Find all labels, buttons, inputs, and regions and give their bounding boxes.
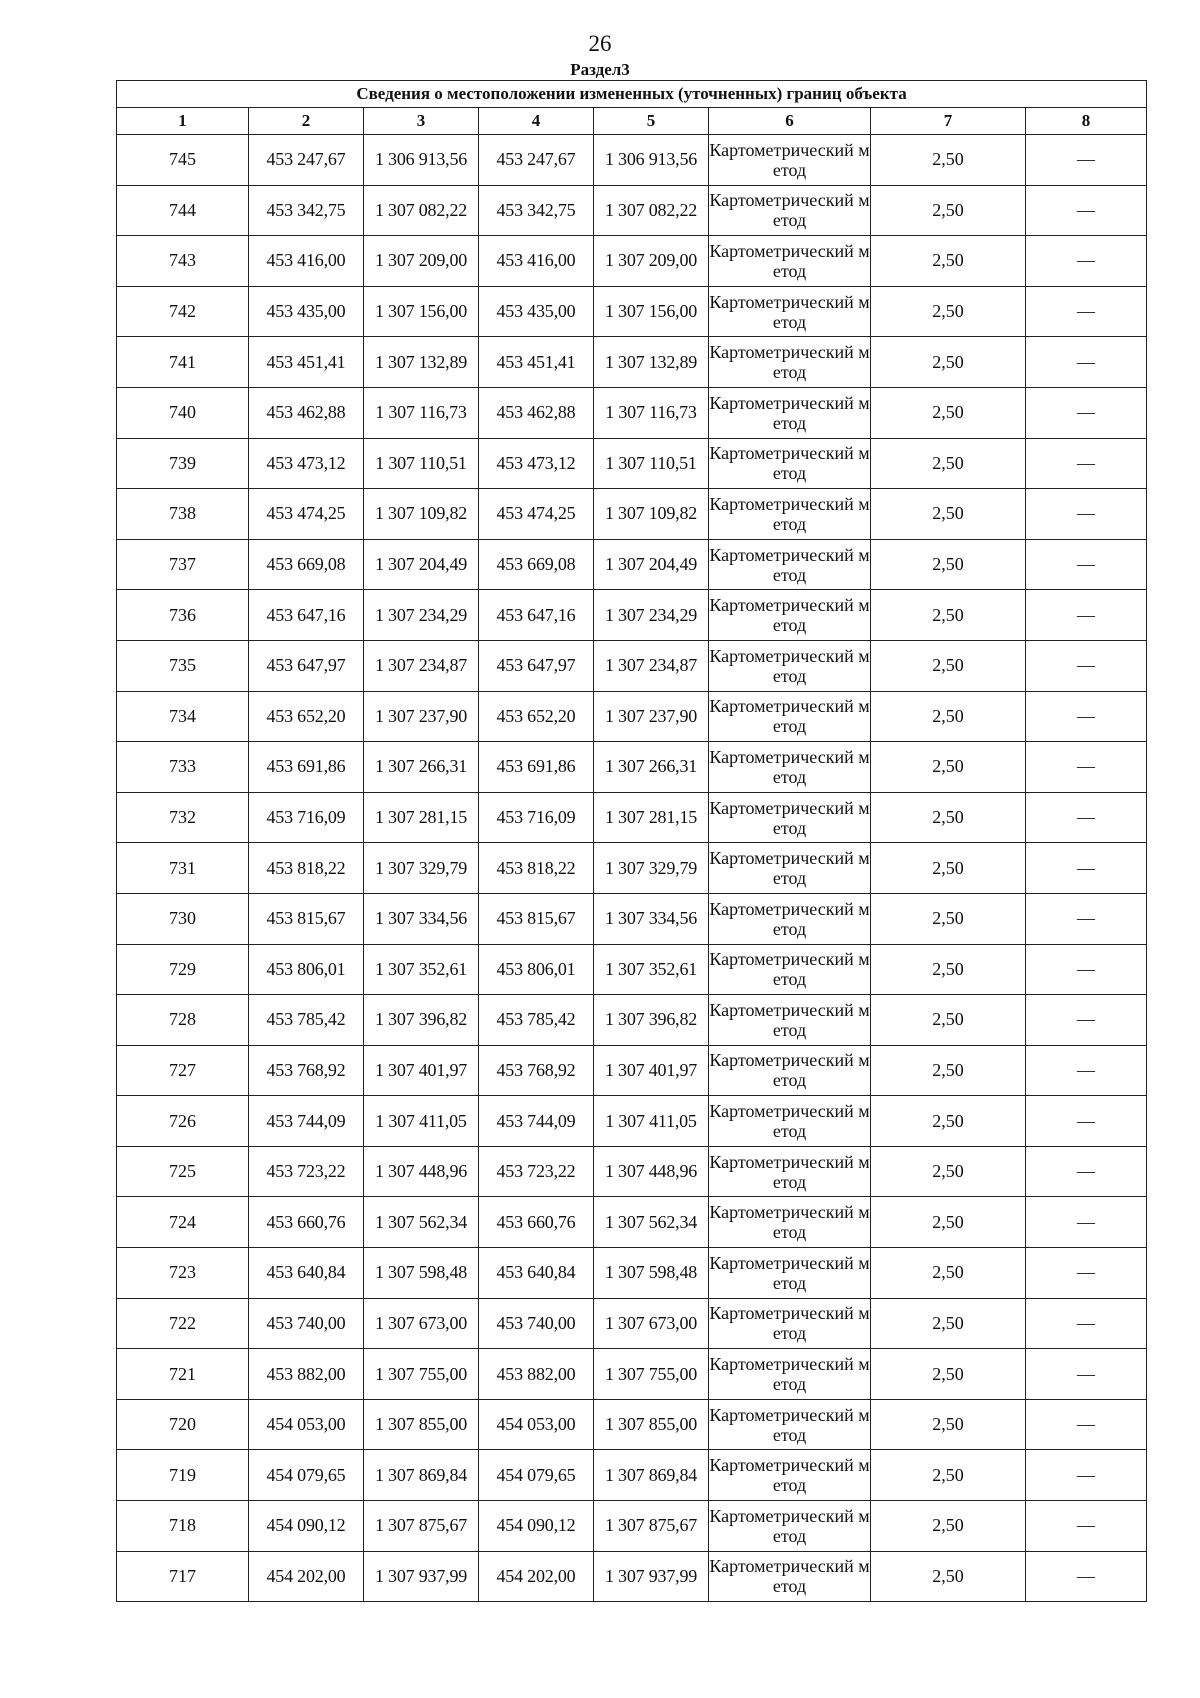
cell-new-y: 1 307 209,00 <box>594 236 709 287</box>
cell-method: Картометрический метод <box>709 1146 871 1197</box>
table-row <box>117 1450 1147 1501</box>
cell-point-number: 727 <box>117 1045 249 1096</box>
cell-point-number: 739 <box>117 438 249 489</box>
cell-point-number: 736 <box>117 590 249 641</box>
cell-description: — <box>1026 843 1147 894</box>
cell-description: — <box>1026 995 1147 1046</box>
table-row <box>117 944 1147 995</box>
cell-accuracy: 2,50 <box>871 1399 1026 1450</box>
cell-old-y: 1 307 237,90 <box>364 691 479 742</box>
cell-new-x: 453 647,16 <box>479 590 594 641</box>
cell-new-y: 1 307 673,00 <box>594 1298 709 1349</box>
cell-description: — <box>1026 1450 1147 1501</box>
cell-method: Картометрический метод <box>709 286 871 337</box>
cell-point-number: 720 <box>117 1399 249 1450</box>
cell-old-y: 1 307 673,00 <box>364 1298 479 1349</box>
cell-old-x: 453 416,00 <box>249 236 364 287</box>
cell-accuracy: 2,50 <box>871 286 1026 337</box>
cell-old-y: 1 307 234,87 <box>364 640 479 691</box>
cell-old-y: 1 307 875,67 <box>364 1501 479 1552</box>
cell-accuracy: 2,50 <box>871 640 1026 691</box>
cell-new-x: 453 451,41 <box>479 337 594 388</box>
cell-description: — <box>1026 1501 1147 1552</box>
column-number-5: 5 <box>594 108 709 135</box>
cell-new-x: 453 691,86 <box>479 742 594 793</box>
cell-new-x: 453 416,00 <box>479 236 594 287</box>
cell-new-x: 454 079,65 <box>479 1450 594 1501</box>
cell-description: — <box>1026 1146 1147 1197</box>
cell-point-number: 733 <box>117 742 249 793</box>
cell-new-x: 453 716,09 <box>479 792 594 843</box>
cell-new-y: 1 307 082,22 <box>594 185 709 236</box>
table-row <box>117 489 1147 540</box>
cell-accuracy: 2,50 <box>871 944 1026 995</box>
cell-description: — <box>1026 590 1147 641</box>
cell-new-y: 1 307 448,96 <box>594 1146 709 1197</box>
cell-accuracy: 2,50 <box>871 1298 1026 1349</box>
table-row <box>117 742 1147 793</box>
cell-accuracy: 2,50 <box>871 1349 1026 1400</box>
table-row <box>117 691 1147 742</box>
column-number-row <box>117 108 1147 135</box>
table-row <box>117 438 1147 489</box>
table-row <box>117 590 1147 641</box>
table-row <box>117 539 1147 590</box>
cell-point-number: 728 <box>117 995 249 1046</box>
cell-point-number: 742 <box>117 286 249 337</box>
page-number: 26 <box>588 31 612 56</box>
table-row <box>117 1096 1147 1147</box>
cell-new-y: 1 307 755,00 <box>594 1349 709 1400</box>
cell-point-number: 718 <box>117 1501 249 1552</box>
cell-description: — <box>1026 1248 1147 1299</box>
cell-point-number: 717 <box>117 1551 249 1602</box>
cell-point-number: 724 <box>117 1197 249 1248</box>
cell-old-y: 1 307 204,49 <box>364 539 479 590</box>
cell-old-y: 1 307 281,15 <box>364 792 479 843</box>
cell-new-y: 1 307 156,00 <box>594 286 709 337</box>
table-row <box>117 1501 1147 1552</box>
table-row <box>117 640 1147 691</box>
cell-accuracy: 2,50 <box>871 792 1026 843</box>
cell-new-y: 1 306 913,56 <box>594 135 709 186</box>
cell-method: Картометрический метод <box>709 185 871 236</box>
cell-old-x: 453 647,97 <box>249 640 364 691</box>
cell-new-x: 453 768,92 <box>479 1045 594 1096</box>
table-row <box>117 1146 1147 1197</box>
cell-point-number: 732 <box>117 792 249 843</box>
table-row <box>117 1197 1147 1248</box>
column-number-1: 1 <box>117 108 249 135</box>
cell-new-x: 453 669,08 <box>479 539 594 590</box>
cell-method: Картометрический метод <box>709 1045 871 1096</box>
cell-new-x: 453 647,97 <box>479 640 594 691</box>
cell-method: Картометрический метод <box>709 539 871 590</box>
cell-old-x: 454 079,65 <box>249 1450 364 1501</box>
cell-old-x: 453 462,88 <box>249 387 364 438</box>
cell-old-y: 1 307 266,31 <box>364 742 479 793</box>
table-title: Сведения о местоположении измененных (уточненных) границ объекта <box>117 81 1147 108</box>
cell-new-x: 453 462,88 <box>479 387 594 438</box>
cell-method: Картометрический метод <box>709 1399 871 1450</box>
cell-accuracy: 2,50 <box>871 1450 1026 1501</box>
cell-point-number: 743 <box>117 236 249 287</box>
cell-old-y: 1 307 352,61 <box>364 944 479 995</box>
cell-new-x: 453 818,22 <box>479 843 594 894</box>
cell-point-number: 741 <box>117 337 249 388</box>
cell-new-y: 1 307 598,48 <box>594 1248 709 1299</box>
table-row <box>117 1298 1147 1349</box>
table-row <box>117 236 1147 287</box>
cell-method: Картометрический метод <box>709 1501 871 1552</box>
cell-method: Картометрический метод <box>709 590 871 641</box>
cell-point-number: 730 <box>117 893 249 944</box>
cell-old-x: 453 806,01 <box>249 944 364 995</box>
cell-point-number: 737 <box>117 539 249 590</box>
cell-old-y: 1 307 334,56 <box>364 893 479 944</box>
cell-new-y: 1 307 116,73 <box>594 387 709 438</box>
cell-new-y: 1 307 869,84 <box>594 1450 709 1501</box>
cell-point-number: 729 <box>117 944 249 995</box>
cell-point-number: 719 <box>117 1450 249 1501</box>
cell-old-y: 1 307 116,73 <box>364 387 479 438</box>
cell-old-x: 453 785,42 <box>249 995 364 1046</box>
cell-method: Картометрический метод <box>709 1248 871 1299</box>
cell-point-number: 731 <box>117 843 249 894</box>
cell-old-y: 1 307 156,00 <box>364 286 479 337</box>
section-label: Раздел3 <box>570 60 630 79</box>
cell-new-x: 453 815,67 <box>479 893 594 944</box>
cell-point-number: 738 <box>117 489 249 540</box>
cell-old-y: 1 307 755,00 <box>364 1349 479 1400</box>
cell-new-x: 453 785,42 <box>479 995 594 1046</box>
cell-old-x: 453 691,86 <box>249 742 364 793</box>
cell-old-x: 453 247,67 <box>249 135 364 186</box>
cell-description: — <box>1026 1045 1147 1096</box>
cell-method: Картометрический метод <box>709 236 871 287</box>
table-row <box>117 1045 1147 1096</box>
table-row <box>117 1399 1147 1450</box>
cell-new-y: 1 307 352,61 <box>594 944 709 995</box>
table-row <box>117 135 1147 186</box>
cell-method: Картометрический метод <box>709 489 871 540</box>
cell-method: Картометрический метод <box>709 135 871 186</box>
cell-accuracy: 2,50 <box>871 1248 1026 1299</box>
cell-description: — <box>1026 539 1147 590</box>
cell-old-y: 1 307 869,84 <box>364 1450 479 1501</box>
table-row <box>117 1248 1147 1299</box>
cell-old-x: 453 474,25 <box>249 489 364 540</box>
cell-new-y: 1 307 132,89 <box>594 337 709 388</box>
cell-accuracy: 2,50 <box>871 893 1026 944</box>
cell-new-y: 1 307 875,67 <box>594 1501 709 1552</box>
cell-new-x: 454 090,12 <box>479 1501 594 1552</box>
cell-description: — <box>1026 1551 1147 1602</box>
cell-old-y: 1 307 132,89 <box>364 337 479 388</box>
cell-old-x: 453 647,16 <box>249 590 364 641</box>
cell-method: Картометрический метод <box>709 1551 871 1602</box>
cell-description: — <box>1026 185 1147 236</box>
cell-old-x: 454 202,00 <box>249 1551 364 1602</box>
cell-new-x: 453 882,00 <box>479 1349 594 1400</box>
cell-old-x: 453 818,22 <box>249 843 364 894</box>
column-number-8: 8 <box>1026 108 1147 135</box>
cell-new-x: 453 660,76 <box>479 1197 594 1248</box>
cell-accuracy: 2,50 <box>871 843 1026 894</box>
cell-description: — <box>1026 742 1147 793</box>
cell-method: Картометрический метод <box>709 742 871 793</box>
cell-new-y: 1 307 266,31 <box>594 742 709 793</box>
cell-new-x: 453 247,67 <box>479 135 594 186</box>
cell-new-x: 453 473,12 <box>479 438 594 489</box>
cell-new-x: 453 652,20 <box>479 691 594 742</box>
cell-new-x: 453 744,09 <box>479 1096 594 1147</box>
cell-accuracy: 2,50 <box>871 1146 1026 1197</box>
cell-old-y: 1 307 082,22 <box>364 185 479 236</box>
cell-method: Картометрический метод <box>709 995 871 1046</box>
cell-method: Картометрический метод <box>709 843 871 894</box>
table-body <box>117 135 1147 1602</box>
cell-accuracy: 2,50 <box>871 387 1026 438</box>
cell-method: Картометрический метод <box>709 1197 871 1248</box>
cell-old-y: 1 307 396,82 <box>364 995 479 1046</box>
cell-old-y: 1 307 109,82 <box>364 489 479 540</box>
cell-point-number: 721 <box>117 1349 249 1400</box>
cell-accuracy: 2,50 <box>871 438 1026 489</box>
cell-old-y: 1 307 855,00 <box>364 1399 479 1450</box>
cell-point-number: 723 <box>117 1248 249 1299</box>
boundary-coordinates-table <box>116 80 1147 1602</box>
cell-new-x: 453 740,00 <box>479 1298 594 1349</box>
cell-description: — <box>1026 1197 1147 1248</box>
cell-old-y: 1 307 110,51 <box>364 438 479 489</box>
table-row <box>117 1349 1147 1400</box>
cell-old-x: 453 815,67 <box>249 893 364 944</box>
cell-old-x: 454 053,00 <box>249 1399 364 1450</box>
cell-point-number: 735 <box>117 640 249 691</box>
table-row <box>117 185 1147 236</box>
table-row <box>117 1551 1147 1602</box>
cell-method: Картометрический метод <box>709 1349 871 1400</box>
cell-old-x: 454 090,12 <box>249 1501 364 1552</box>
table-row <box>117 792 1147 843</box>
cell-old-y: 1 307 209,00 <box>364 236 479 287</box>
cell-point-number: 725 <box>117 1146 249 1197</box>
cell-old-y: 1 307 234,29 <box>364 590 479 641</box>
cell-method: Картометрический метод <box>709 893 871 944</box>
cell-description: — <box>1026 893 1147 944</box>
cell-old-x: 453 660,76 <box>249 1197 364 1248</box>
cell-new-x: 454 053,00 <box>479 1399 594 1450</box>
cell-description: — <box>1026 1349 1147 1400</box>
cell-accuracy: 2,50 <box>871 1096 1026 1147</box>
cell-accuracy: 2,50 <box>871 236 1026 287</box>
cell-description: — <box>1026 691 1147 742</box>
cell-old-y: 1 307 411,05 <box>364 1096 479 1147</box>
cell-old-y: 1 307 562,34 <box>364 1197 479 1248</box>
table-row <box>117 843 1147 894</box>
cell-new-x: 453 723,22 <box>479 1146 594 1197</box>
cell-new-y: 1 307 204,49 <box>594 539 709 590</box>
cell-accuracy: 2,50 <box>871 1197 1026 1248</box>
cell-old-x: 453 669,08 <box>249 539 364 590</box>
cell-method: Картометрический метод <box>709 337 871 388</box>
cell-new-x: 454 202,00 <box>479 1551 594 1602</box>
cell-old-x: 453 723,22 <box>249 1146 364 1197</box>
cell-new-y: 1 307 855,00 <box>594 1399 709 1450</box>
cell-new-y: 1 307 234,29 <box>594 590 709 641</box>
cell-accuracy: 2,50 <box>871 995 1026 1046</box>
cell-accuracy: 2,50 <box>871 135 1026 186</box>
cell-point-number: 745 <box>117 135 249 186</box>
cell-description: — <box>1026 135 1147 186</box>
table-row <box>117 286 1147 337</box>
cell-accuracy: 2,50 <box>871 539 1026 590</box>
column-number-2: 2 <box>249 108 364 135</box>
cell-description: — <box>1026 1096 1147 1147</box>
cell-new-x: 453 806,01 <box>479 944 594 995</box>
cell-method: Картометрический метод <box>709 1096 871 1147</box>
cell-new-y: 1 307 109,82 <box>594 489 709 540</box>
cell-accuracy: 2,50 <box>871 590 1026 641</box>
cell-new-y: 1 307 396,82 <box>594 995 709 1046</box>
cell-description: — <box>1026 387 1147 438</box>
cell-description: — <box>1026 489 1147 540</box>
table-row <box>117 387 1147 438</box>
cell-old-x: 453 768,92 <box>249 1045 364 1096</box>
cell-accuracy: 2,50 <box>871 185 1026 236</box>
cell-new-x: 453 474,25 <box>479 489 594 540</box>
cell-point-number: 740 <box>117 387 249 438</box>
cell-method: Картометрический метод <box>709 792 871 843</box>
cell-new-x: 453 640,84 <box>479 1248 594 1299</box>
cell-new-y: 1 307 334,56 <box>594 893 709 944</box>
cell-method: Картометрический метод <box>709 387 871 438</box>
cell-method: Картометрический метод <box>709 438 871 489</box>
column-number-6: 6 <box>709 108 871 135</box>
cell-old-y: 1 307 937,99 <box>364 1551 479 1602</box>
cell-new-y: 1 307 937,99 <box>594 1551 709 1602</box>
cell-accuracy: 2,50 <box>871 337 1026 388</box>
column-number-7: 7 <box>871 108 1026 135</box>
cell-old-x: 453 473,12 <box>249 438 364 489</box>
cell-new-y: 1 307 401,97 <box>594 1045 709 1096</box>
cell-accuracy: 2,50 <box>871 742 1026 793</box>
cell-method: Картометрический метод <box>709 1450 871 1501</box>
cell-new-y: 1 307 281,15 <box>594 792 709 843</box>
cell-accuracy: 2,50 <box>871 1045 1026 1096</box>
cell-description: — <box>1026 792 1147 843</box>
cell-accuracy: 2,50 <box>871 1501 1026 1552</box>
cell-old-x: 453 451,41 <box>249 337 364 388</box>
cell-point-number: 726 <box>117 1096 249 1147</box>
cell-old-y: 1 307 598,48 <box>364 1248 479 1299</box>
cell-new-y: 1 307 237,90 <box>594 691 709 742</box>
cell-new-y: 1 307 562,34 <box>594 1197 709 1248</box>
cell-point-number: 722 <box>117 1298 249 1349</box>
cell-new-x: 453 435,00 <box>479 286 594 337</box>
cell-old-x: 453 744,09 <box>249 1096 364 1147</box>
cell-description: — <box>1026 944 1147 995</box>
cell-method: Картометрический метод <box>709 944 871 995</box>
cell-old-x: 453 435,00 <box>249 286 364 337</box>
cell-old-x: 453 882,00 <box>249 1349 364 1400</box>
cell-method: Картометрический метод <box>709 691 871 742</box>
cell-point-number: 734 <box>117 691 249 742</box>
cell-old-x: 453 342,75 <box>249 185 364 236</box>
cell-description: — <box>1026 438 1147 489</box>
cell-description: — <box>1026 1298 1147 1349</box>
cell-new-y: 1 307 234,87 <box>594 640 709 691</box>
cell-old-x: 453 740,00 <box>249 1298 364 1349</box>
table-row <box>117 995 1147 1046</box>
cell-description: — <box>1026 640 1147 691</box>
cell-old-y: 1 307 401,97 <box>364 1045 479 1096</box>
table-row <box>117 893 1147 944</box>
cell-old-x: 453 652,20 <box>249 691 364 742</box>
cell-new-y: 1 307 411,05 <box>594 1096 709 1147</box>
cell-old-x: 453 640,84 <box>249 1248 364 1299</box>
cell-method: Картометрический метод <box>709 1298 871 1349</box>
cell-description: — <box>1026 1399 1147 1450</box>
column-number-3: 3 <box>364 108 479 135</box>
cell-accuracy: 2,50 <box>871 489 1026 540</box>
cell-method: Картометрический метод <box>709 640 871 691</box>
cell-description: — <box>1026 236 1147 287</box>
cell-old-y: 1 307 448,96 <box>364 1146 479 1197</box>
cell-new-x: 453 342,75 <box>479 185 594 236</box>
cell-old-y: 1 307 329,79 <box>364 843 479 894</box>
column-number-4: 4 <box>479 108 594 135</box>
cell-point-number: 744 <box>117 185 249 236</box>
cell-accuracy: 2,50 <box>871 1551 1026 1602</box>
cell-new-y: 1 307 110,51 <box>594 438 709 489</box>
cell-description: — <box>1026 286 1147 337</box>
cell-accuracy: 2,50 <box>871 691 1026 742</box>
cell-old-y: 1 306 913,56 <box>364 135 479 186</box>
cell-description: — <box>1026 337 1147 388</box>
cell-new-y: 1 307 329,79 <box>594 843 709 894</box>
table-row <box>117 337 1147 388</box>
cell-old-x: 453 716,09 <box>249 792 364 843</box>
